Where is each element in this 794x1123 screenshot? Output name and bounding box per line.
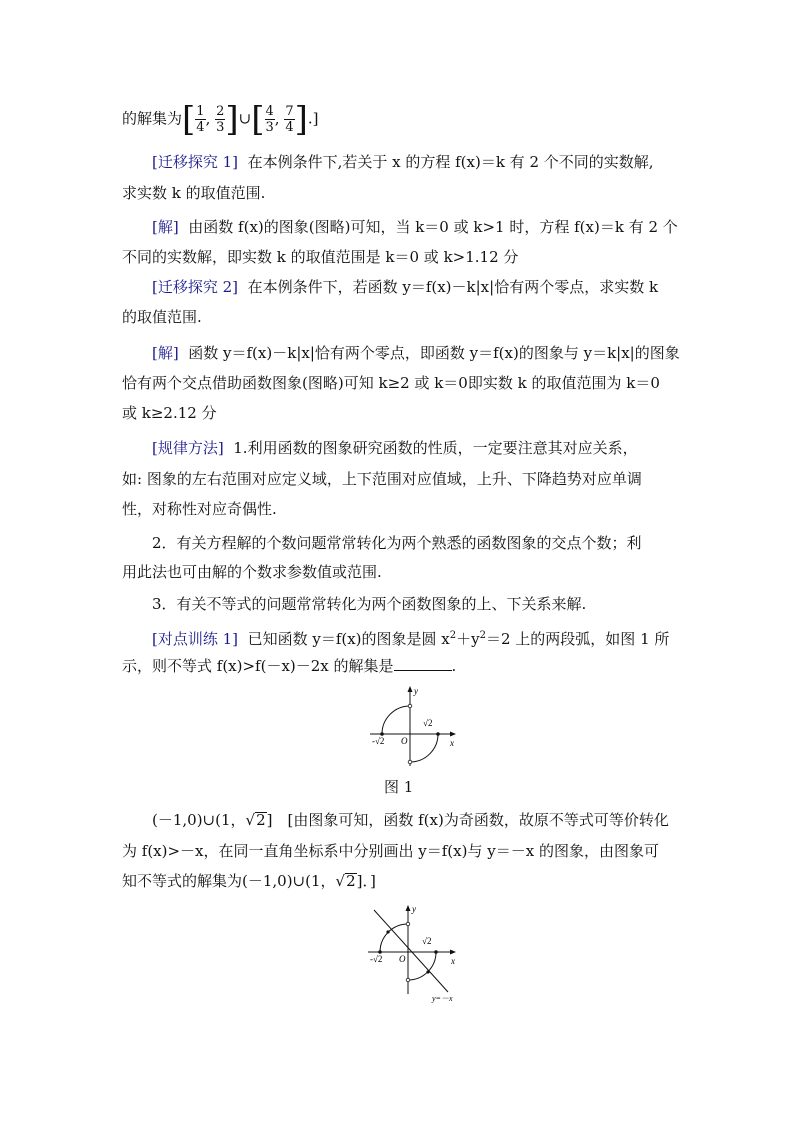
explore-1-line-1: [迁移探究 1] 在本例条件下,若关于 x 的方程 f(x)＝k 有 2 个不同的实数解, — [152, 153, 654, 171]
origin-label: O — [399, 954, 406, 964]
solution-2-line-2: 恰有两个交点借助函数图象(图略)可知 k≥2 或 k＝0即实数 k 的取值范围为 k＝0 — [122, 374, 660, 392]
solution-1-tag: [解] — [152, 218, 179, 236]
method-point-3: 3．有关不等式的问题常常转化为两个函数图象的上、下关系来解. — [152, 595, 587, 613]
method-line-1: [规律方法] 1.利用函数的图象研究函数的性质，一定要注意其对应关系， — [152, 439, 638, 457]
method-line-3: 性，对称性对应奇偶性. — [122, 500, 277, 518]
training-line-2: 示，则不等式 f(x)>f(－x)－2x 的解集是 . — [122, 657, 457, 675]
solution-set-line: 的解集为[ $\frac{1}{4}$ , $\frac{2}{3}$ ]∪[ $\frac{4}{3}$ , $\frac{7}{4}$ ].] — [122, 99, 319, 140]
method-point-2-line-2: 用此法也可由解的个数求参数值或范围. — [122, 563, 382, 581]
endpoint — [436, 732, 440, 736]
intersection-point — [426, 970, 429, 973]
training-line-1: [对点训练 1] 已知函数 y＝f(x)的图象是圆 $x^2+y^2=2$ 上的两段弧，如图 1 所 — [152, 630, 670, 648]
lower-right-arc — [410, 734, 438, 762]
endpoint-open — [406, 978, 410, 982]
endpoint-open — [408, 760, 412, 764]
lower-right-arc — [408, 952, 436, 980]
endpoint — [434, 950, 438, 954]
answer-line-3: 知不等式的解集为(－1,0)∪(1，√2]．] — [122, 872, 376, 890]
y-axis-arrow — [406, 905, 411, 911]
upper-left-arc — [380, 924, 408, 952]
y-axis-label: y — [414, 686, 418, 696]
x-axis-label: x — [450, 738, 454, 748]
method-line-2: 如: 图象的左右范围对应定义域，上下范围对应值域，上升、下降趋势对应单调 — [122, 470, 642, 488]
figure-1-caption: 图 1 — [384, 778, 414, 796]
answer-line-1: (－1,0)∪(1，√2] [由图象可知，函数 f(x)为奇函数，故原不等式可等价转化 — [152, 811, 669, 829]
upper-left-arc — [382, 706, 410, 734]
solution-2-line-3: 或 k≥2.12 分 — [122, 404, 217, 422]
x-axis-label: x — [451, 956, 455, 966]
figure-2-graph — [362, 902, 464, 1004]
method-point-2-line-1: 2．有关方程解的个数问题常常转化为两个熟悉的函数图象的交点个数；利 — [152, 534, 642, 552]
figure-1-graph — [368, 680, 460, 768]
fraction: $\frac{4}{3}$ — [265, 104, 274, 135]
answer-blank — [394, 656, 452, 671]
origin-label: O — [401, 736, 408, 746]
intersection-point — [386, 930, 389, 933]
x-axis-arrow — [450, 732, 456, 737]
training-tag: [对点训练 1] — [152, 630, 239, 648]
method-tag: [规律方法] — [152, 439, 224, 457]
neg-sqrt2-label: -√2 — [372, 736, 385, 746]
solution-1-line-1: [解] 由函数 f(x)的图象(图略)可知，当 k＝0 或 k>1 时，方程 f(x)＝k 有 2 个 — [152, 218, 678, 236]
explore-2-line-1: [迁移探究 2] 在本例条件下，若函数 y＝f(x)－k|x|恰有两个零点，求实数 k — [152, 278, 659, 296]
neg-sqrt2-label: -√2 — [370, 954, 383, 964]
line-label: y=－x — [432, 994, 453, 1003]
x-axis-arrow — [450, 950, 456, 955]
answer-line-2: 为 f(x)>－x，在同一直角坐标系中分别画出 y＝f(x)与 y＝－x 的图象，由图象可 — [122, 842, 659, 860]
solution-2-tag: [解] — [152, 344, 179, 362]
endpoint-open — [408, 704, 412, 708]
explore-1-tag: [迁移探究 1] — [152, 153, 239, 171]
explore-2-tag: [迁移探究 2] — [152, 278, 239, 296]
solution-2-line-1: [解] 函数 y＝f(x)－k|x|恰有两个零点，即函数 y＝f(x)的图象与 y＝k|x|的图象 — [152, 344, 680, 362]
solution-1-line-2: 不同的实数解，即实数 k 的取值范围是 k＝0 或 k>1.12 分 — [122, 248, 519, 266]
endpoint-open — [406, 922, 410, 926]
fraction: $\frac{1}{4}$ — [196, 104, 205, 135]
y-axis-arrow — [408, 686, 413, 692]
explore-2-line-2: 的取值范围. — [122, 308, 202, 326]
y-axis-label: y — [412, 904, 416, 914]
sqrt2-label: √2 — [423, 718, 433, 728]
sqrt2-label: √2 — [422, 936, 432, 946]
fraction: $\frac{2}{3}$ — [216, 104, 225, 135]
explore-1-line-2: 求实数 k 的取值范围. — [122, 184, 266, 202]
fraction: $\frac{7}{4}$ — [285, 104, 294, 135]
